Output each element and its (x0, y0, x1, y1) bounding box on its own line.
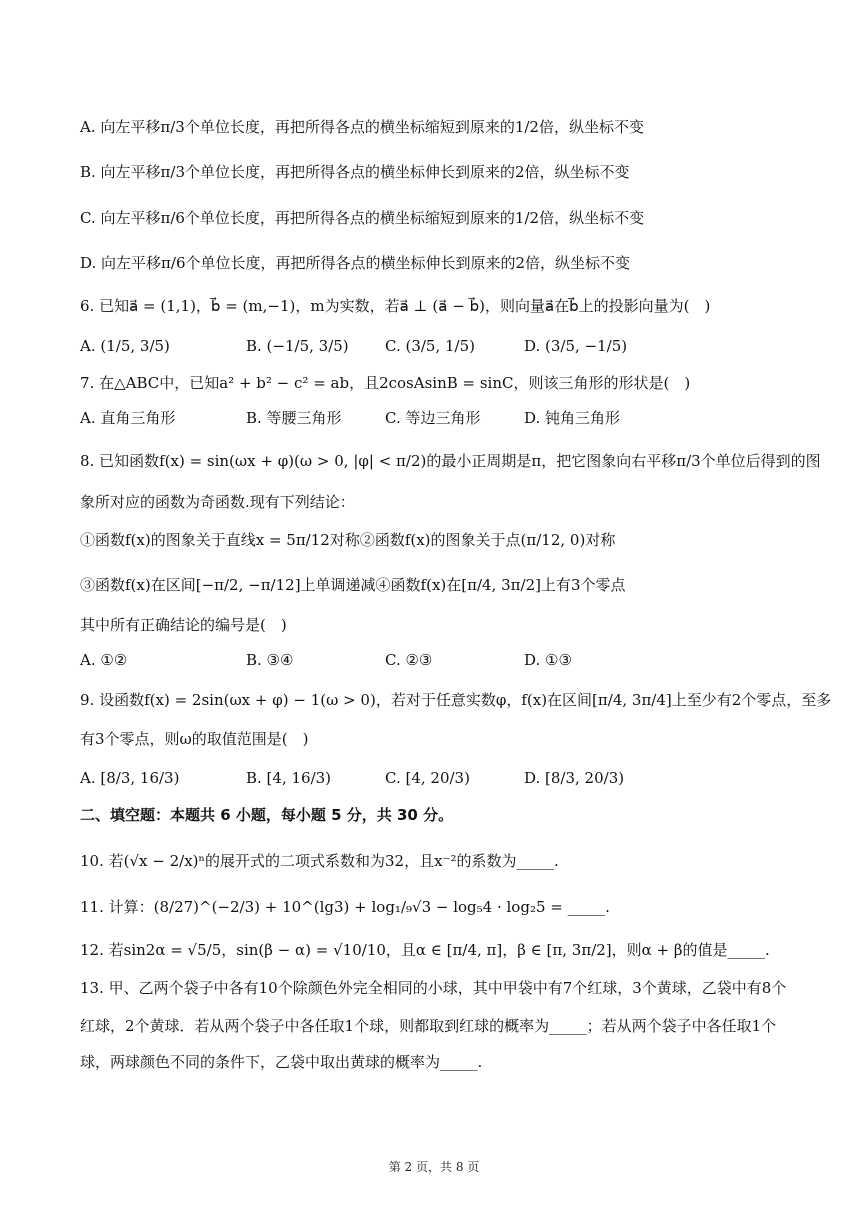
q9-stem-line2: 有3个零点，则ω的取值范围是( ) (80, 730, 309, 748)
section-fill-in-heading: 二、填空题：本题共 6 小题，每小题 5 分，共 30 分。 (80, 806, 454, 824)
q10-stem: 10. 若(√x − 2/x)ⁿ的展开式的二项式系数和为32，且x⁻²的系数为_____. (80, 852, 559, 870)
q6-option-a: A. (1/5, 3/5) (80, 337, 170, 355)
q8-stem-line1: 8. 已知函数f(x) = sin(ωx + φ)(ω > 0, |φ| < π/2)的最小正周期是π，把它图象向右平移π/3个单位后得到的图 (80, 452, 821, 470)
q8-option-c: C. ②③ (385, 651, 433, 669)
q7-option-a: A. 直角三角形 (80, 409, 176, 427)
q8-conclusions-1-2: ①函数f(x)的图象关于直线x = 5π/12对称②函数f(x)的图象关于点(π/12, 0)对称 (80, 531, 616, 549)
q5-option-d: D. 向左平移π/6个单位长度，再把所得各点的横坐标伸长到原来的2倍，纵坐标不变 (80, 254, 631, 272)
q6-option-d: D. (3/5, −1/5) (524, 337, 628, 355)
q9-option-a: A. [8/3, 16/3) (80, 769, 180, 787)
page-footer: 第 2 页，共 8 页 (388, 1160, 480, 1174)
q8-conclusions-3-4: ③函数f(x)在区间[−π/2, −π/12]上单调递减④函数f(x)在[π/4, 3π/2]上有3个零点 (80, 576, 626, 594)
q7-stem: 7. 在△ABC中，已知a² + b² − c² = ab，且2cosAsinB = sinC，则该三角形的形状是( ) (80, 374, 691, 392)
q8-option-d: D. ①③ (524, 651, 572, 669)
q13-line2: 红球，2个黄球．若从两个袋子中各任取1个球，则都取到红球的概率为_____；若从两个袋子中各任取1个 (80, 1017, 777, 1035)
q6-stem: 6. 已知a⃗ = (1,1)，b⃗ = (m,−1)，m为实数，若a⃗ ⊥ (a⃗ − b⃗)，则向量a⃗在b⃗上的投影向量为( ) (80, 297, 711, 315)
q13-line3: 球，两球颜色不同的条件下，乙袋中取出黄球的概率为_____. (80, 1053, 483, 1071)
q7-option-d: D. 钝角三角形 (524, 409, 621, 427)
q9-stem-line1: 9. 设函数f(x) = 2sin(ωx + φ) − 1(ω > 0)，若对于任意实数φ，f(x)在区间[π/4, 3π/4]上至少有2个零点，至多 (80, 691, 832, 709)
q7-option-b: B. 等腰三角形 (246, 409, 342, 427)
q6-option-c: C. (3/5, 1/5) (385, 337, 475, 355)
q9-option-d: D. [8/3, 20/3) (524, 769, 625, 787)
q6-option-b: B. (−1/5, 3/5) (246, 337, 349, 355)
q11-stem: 11. 计算：(8/27)^(−2/3) + 10^(lg3) + log₁/₉√3 − log₅4 · log₂5 = _____. (80, 898, 610, 916)
q8-option-a: A. ①② (80, 651, 128, 669)
q8-stem-line2: 象所对应的函数为奇函数.现有下列结论： (80, 493, 355, 511)
q8-ask: 其中所有正确结论的编号是( ) (80, 616, 287, 634)
q8-option-b: B. ③④ (246, 651, 294, 669)
q5-option-a: A. 向左平移π/3个单位长度，再把所得各点的横坐标缩短到原来的1/2倍，纵坐标不变 (80, 118, 644, 136)
q13-line1: 13. 甲、乙两个袋子中各有10个除颜色外完全相同的小球，其中甲袋中有7个红球，3个黄球，乙袋中有8个 (80, 979, 787, 997)
q9-option-c: C. [4, 20/3) (385, 769, 470, 787)
q5-option-b: B. 向左平移π/3个单位长度，再把所得各点的横坐标伸长到原来的2倍，纵坐标不变 (80, 163, 630, 181)
q12-stem: 12. 若sin2α = √5/5，sin(β − α) = √10/10，且α ∈ [π/4, π]，β ∈ [π, 3π/2]，则α + β的值是_____. (80, 941, 770, 959)
q5-option-c: C. 向左平移π/6个单位长度，再把所得各点的横坐标缩短到原来的1/2倍，纵坐标不变 (80, 209, 645, 227)
q7-option-c: C. 等边三角形 (385, 409, 481, 427)
q9-option-b: B. [4, 16/3) (246, 769, 332, 787)
